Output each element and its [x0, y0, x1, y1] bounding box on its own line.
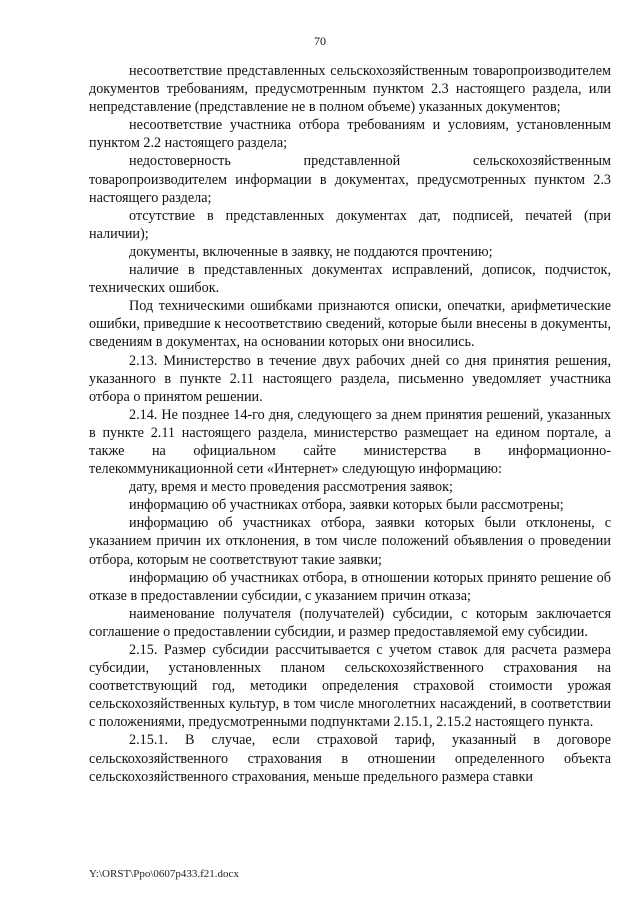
paragraph: недостоверность представленной сельскохозяйственным товаропроизводителем информации в документах, предусмотренных пунктом 2.3 настоящего раздела;: [89, 153, 611, 206]
paragraph: 2.14. Не позднее 14-го дня, следующего за днем принятия решений, указанных в пункте 2.11 настоящего раздела, министерство размещает на едином портале, а также на официальном сайте министерства в информационно-телекоммуникационной сети «Интернет» следующую информацию:: [89, 406, 611, 478]
paragraph: несоответствие представленных сельскохозяйственным товаропроизводителем документов требованиям, предусмотренным пунктом 2.3 настоящего раздела, или непредставление (представление не в полном объеме) указанных документов;: [89, 63, 611, 116]
document-body: [89, 62, 611, 786]
paragraph: 2.15.1. В случае, если страховой тариф, указанный в договоре сельскохозяйственного страхования в отношении определенного объекта сельскохозяйственного страхования, меньше предельного размера ставки: [89, 732, 611, 785]
paragraph: несоответствие участника отбора требованиям и условиям, установленным пунктом 2.2 настоящего раздела;: [89, 117, 611, 152]
footer-file-path: Y:\ORST\Ppo\0607p433.f21.docx: [89, 868, 239, 880]
paragraph: информацию об участниках отбора, заявки которых были рассмотрены;: [129, 497, 564, 514]
paragraph: дату, время и место проведения рассмотрения заявок;: [129, 479, 453, 496]
paragraph: Под техническими ошибками признаются описки, опечатки, арифметические ошибки, приведшие к несоответствию сведений, которые были внесены в документы, сведениям в документах, на основании которых они вносились.: [89, 298, 611, 351]
page-number: 70: [314, 34, 326, 48]
paragraph: информацию об участниках отбора, заявки которых были отклонены, с указанием причин их отклонения, в том числе положений объявления о проведении отбора, которым не соответствуют такие заявки;: [89, 515, 611, 568]
paragraph: 2.15. Размер субсидии рассчитывается с учетом ставок для расчета размера субсидии, установленных планом сельскохозяйственного страхования на соответствующий год, методики определения страховой стоимости урожая сельскохозяйственных культур, в том числе многолетних насаждений, в соответствии с положениями, предусмотренными подпунктами 2.15.1, 2.15.2 настоящего пункта.: [89, 642, 611, 731]
paragraph: наименование получателя (получателей) субсидии, с которым заключается соглашение о предоставлении субсидии, и размер предоставляемой ему субсидии.: [89, 605, 611, 640]
paragraph: наличие в представленных документах исправлений, дописок, подчисток, технических ошибок.: [89, 262, 611, 297]
paragraph: отсутствие в представленных документах дат, подписей, печатей (при наличии);: [89, 207, 611, 242]
paragraph: информацию об участниках отбора, в отношении которых принято решение об отказе в предоставлении субсидии, с указанием причин отказа;: [89, 569, 611, 604]
paragraph: документы, включенные в заявку, не поддаются прочтению;: [129, 243, 493, 260]
paragraph: 2.13. Министерство в течение двух рабочих дней со дня принятия решения, указанного в пункте 2.11 настоящего раздела, письменно уведомляет участника отбора о принятом решении.: [89, 352, 611, 405]
